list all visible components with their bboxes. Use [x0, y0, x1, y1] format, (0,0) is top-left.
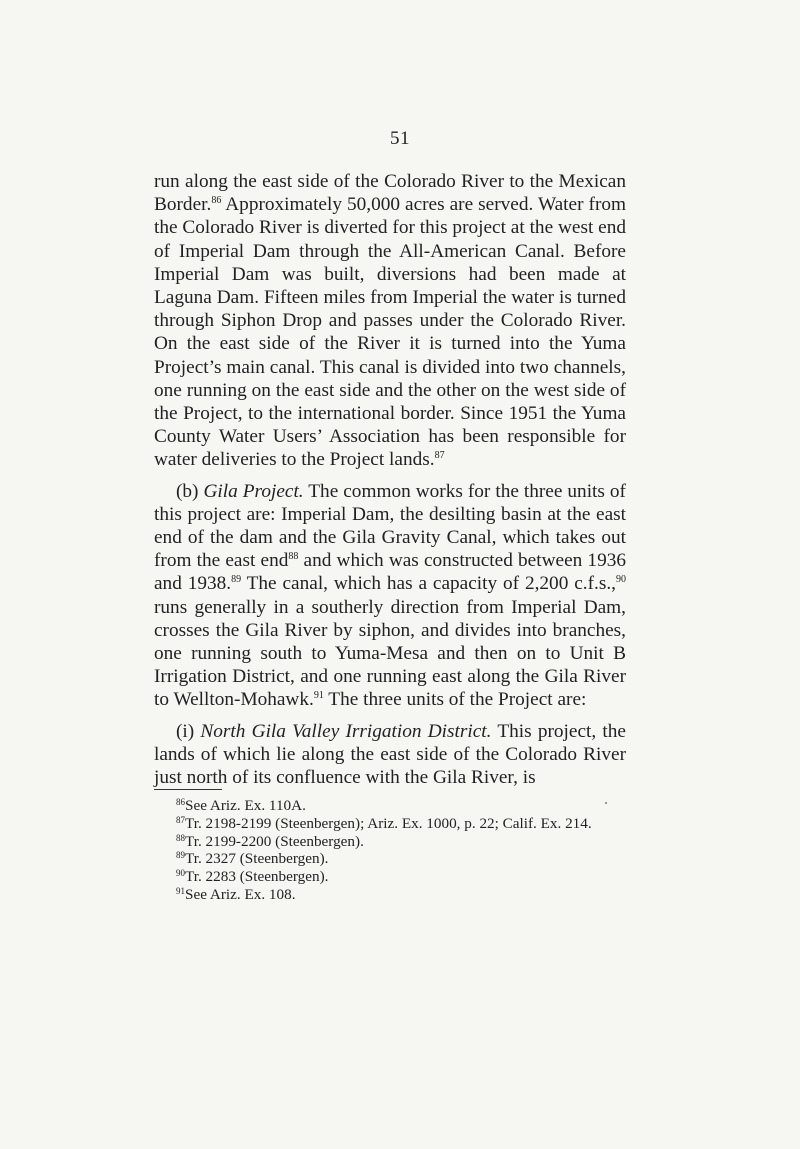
footnote-number: 88 — [176, 832, 185, 843]
text-span: run along the east side of the Colorado River to the Mexican Border. — [154, 171, 626, 216]
footnote — [154, 815, 626, 833]
footnote-text: Tr. 2283 (Steenbergen). — [185, 868, 329, 886]
section-heading-north-gila: North Gila Valley Irrigation District. — [200, 720, 492, 742]
text-span: The common works for the three units of this project are: Imperial Dam, the desilting basin at the east end of the dam and the Gila Gravity Canal, which takes out from the east end — [154, 480, 626, 572]
footnote — [154, 850, 626, 868]
text-span: (i) — [176, 720, 201, 742]
footnote-number: 90 — [176, 868, 185, 879]
footnote-ref-86: 86 — [211, 195, 222, 207]
page-number: 51 — [390, 128, 410, 149]
footnote-text: Tr. 2198-2199 (Steenbergen); Ariz. Ex. 1000, p. 22; Calif. Ex. 214. — [185, 814, 592, 832]
footnote-ref-91: 91 — [313, 690, 324, 702]
footnote-ref-88: 88 — [288, 551, 299, 563]
paragraph-3 — [154, 720, 626, 790]
body-text — [154, 170, 626, 789]
text-span: This project, the lands of which lie along the east side of the Colorado River just north of its confluence with the Gila River, is — [154, 720, 626, 789]
footnote-text: Tr. 2327 (Steenbergen). — [185, 850, 329, 868]
footnote-divider — [154, 789, 222, 790]
footnote-ref-89: 89 — [231, 574, 242, 586]
footnote-text: See Ariz. Ex. 110A. — [185, 797, 306, 814]
text-span: (b) — [176, 480, 204, 502]
paragraph-1 — [154, 170, 626, 472]
footnote-text: Tr. 2199-2200 (Steenbergen). — [185, 832, 364, 850]
footnote-number: 89 — [176, 850, 185, 861]
text-span: The canal, which has a capacity of 2,200 c.f.s., — [241, 573, 616, 595]
footnote — [154, 868, 626, 886]
footnote-number: 91 — [176, 885, 185, 896]
section-heading-gila-project: Gila Project. — [203, 480, 304, 502]
footnotes — [154, 797, 626, 904]
footnote-number: 86 — [176, 797, 185, 807]
text-span: and which was constructed between 1936 and 1938. — [154, 550, 626, 595]
text-span: The three units of the Project are: — [323, 689, 587, 711]
footnote-ref-87: 87 — [434, 450, 445, 462]
footnote-ref-90: 90 — [616, 574, 626, 586]
footnote — [154, 797, 626, 815]
footnote — [154, 886, 626, 904]
footnote-text: See Ariz. Ex. 108. — [185, 885, 296, 903]
footnote — [154, 833, 626, 851]
footnote-number: 87 — [176, 814, 185, 825]
text-span: runs generally in a southerly direction from Imperial Dam, crosses the Gila River by siphon, and divides into branches, one running south to Yuma-Mesa and then on to Unit B Irrigation District, and one running east along the Gila River to Wellton-Mohawk. — [154, 596, 626, 711]
text-span: Approximately 50,000 acres are served. Water from the Colorado River is diverted for this project at the west end of Imperial Dam through the All-American Canal. Before Imperial Dam was built, diversions had been made at Laguna Dam. Fifteen miles from Imperial the water is turned through Siphon Drop and passes under the Colorado River. On the east side of the River it is turned into the Yuma Project’s main canal. This canal is divided into two channels, one running on the east side and the other on the west side of the Project, to the international border. Since 1951 the Yuma County Water Users’ Association has been responsible for water deliveries to the Project lands. — [154, 194, 626, 471]
paragraph-2 — [154, 480, 626, 712]
